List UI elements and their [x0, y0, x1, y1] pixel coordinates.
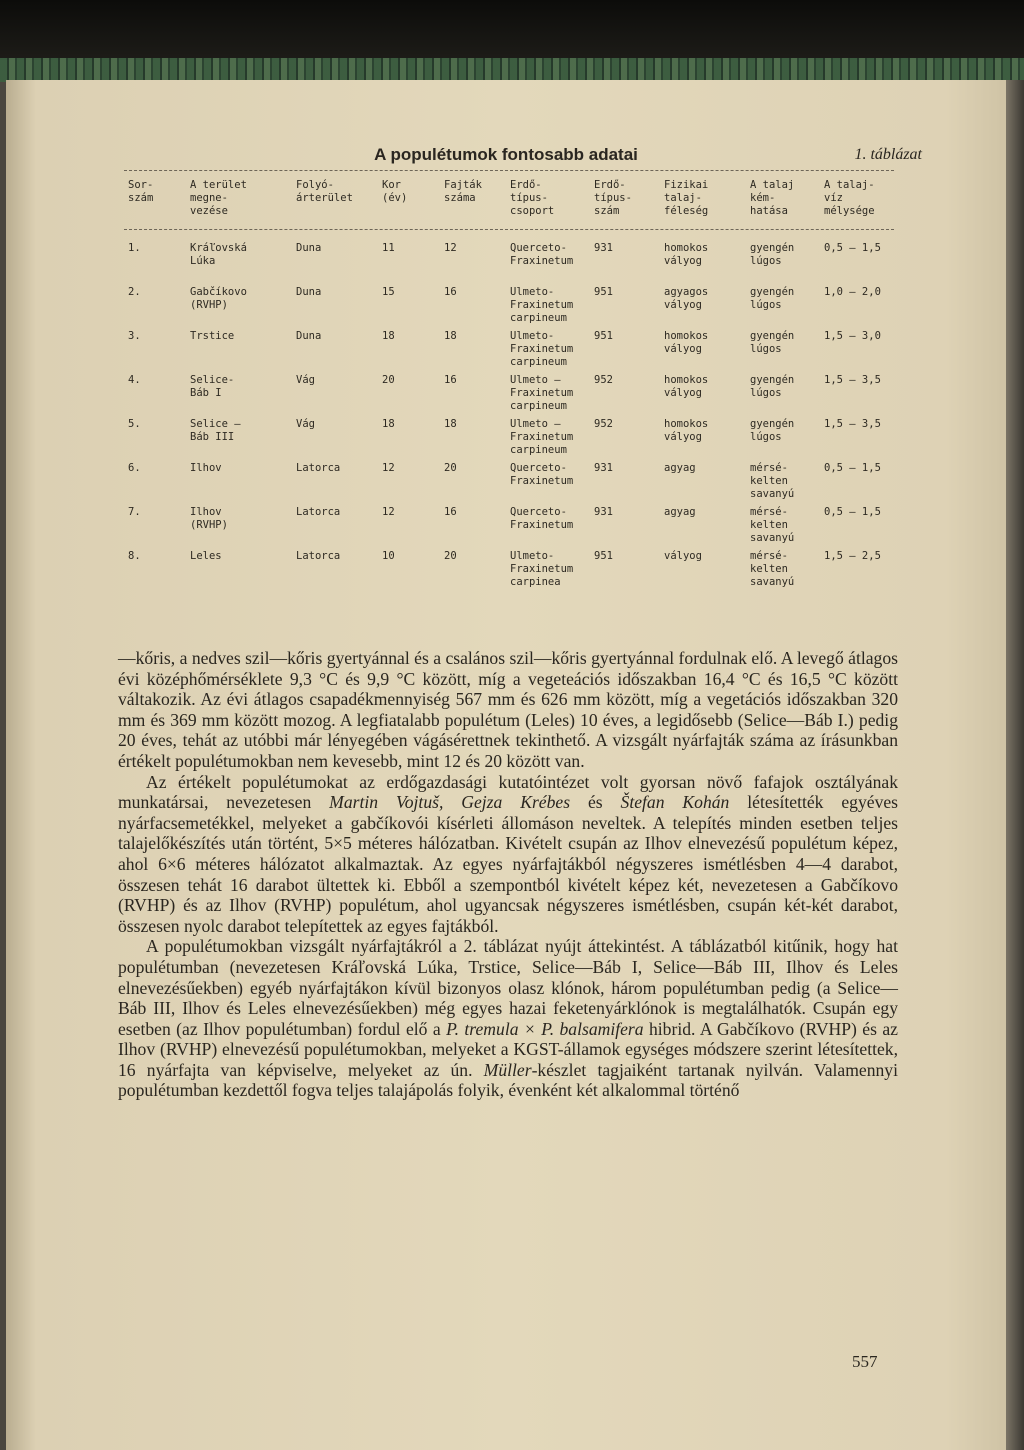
header-cell: Sor- szám — [128, 179, 154, 204]
table-cell: 1,0 – 2,0 — [824, 286, 881, 298]
table-cell: 11 — [382, 242, 395, 254]
paragraph: Az értékelt populétumokat az erdőgazdasági kutatóintézet volt gyorsan növő fafajok osztályának munkatársai, nevezetesen Martin Vojtuš, Gejza Krébes és Štefan Kohán létesítették egyéves nyárfacsemetékkel, melyeket a gabčíkovói kísérleti állomáson neveltek. A telepítés minden esetben teljes talajelőkészítés után történt, 5×5 méteres hálózatban. Kivételt csupán az Ilhov elnevezésű populétum képez, ahol 6×6 méteres hálózatot alkalmaztak. Az egyes nyárfajtákból négyszeres ismétlésben 4—4 darabot, összesen tehát 16 darabot ültettek ki. Ebből a szempontból kivételt képez két, nevezetesen a Gabčíkovo (RVHP) és az Ilhov (RVHP) populétum, ahol ugyancsak négyszeres ismétlésben, csupán két-két darabot, összesen nyolc darabot telepítettek az egyes fajtákból. — [118, 771, 899, 936]
table-cell: 1. — [128, 242, 141, 254]
table-cell: homokos vályog — [664, 330, 709, 355]
table-cell: Duna — [296, 330, 322, 342]
table-row — [124, 418, 894, 462]
table-cell: Leles — [190, 550, 222, 562]
table-cell: 16 — [444, 286, 457, 298]
table-cell: Ilhov — [190, 462, 222, 474]
table-row — [124, 374, 894, 418]
table-cell: 18 — [444, 330, 457, 342]
table-cell: Latorca — [296, 462, 341, 474]
table-cell: 12 — [444, 242, 457, 254]
table-cell: Ulmeto – Fraxinetum carpineum — [510, 418, 574, 456]
table-cell: 3. — [128, 330, 141, 342]
author-name: Štefan Kohán — [620, 792, 730, 813]
header-cell: Erdő- típus- szám — [594, 179, 632, 217]
header-cell: Kor (év) — [382, 179, 408, 204]
table-cell: mérsé- kelten savanyú — [750, 506, 795, 544]
table-cell: Ulmeto- Fraxinetum carpineum — [510, 330, 574, 368]
table-row — [124, 506, 894, 550]
paragraph: A populétumokban vizsgált nyárfajtákról a 2. táblázat nyújt áttekintést. A táblázatból kitűnik, hogy hat populétumban (nevezetesen Kráľovská Lúka, Trstice, Selice—Báb I, Selice—Báb III, Ilhov és Leles elnevezésűekben) egyéb nyárfajtákon kívül bizonyos olasz klónok, három populétumban pedig (a Selice—Báb III, Ilhov és Leles elnevezésűekben) még egyes hazai feketenyárklónok is megtalálhatók. Csupán egy esetben (az Ilhov populétumban) fordul elő a P. tremula × P. balsamifera hibrid. A Gabčíkovo (RVHP) és az Ilhov (RVHP) elnevezésű populétumokban, melyeket a KGST-államok egységes módszere szerint létesítettek, 16 nyárfajta van képviselve, melyeket az ún. Müller-készlet tagjaiként tartanak nyilván. Valamennyi populétumban kezdettől fogva teljes talajápolás folyik, évenként két alkalommal történő — [118, 936, 898, 1101]
table-cell: agyag — [664, 506, 696, 518]
table-cell: Vág — [296, 374, 315, 386]
table-cell: 1,5 – 2,5 — [824, 550, 881, 562]
page-number: 557 — [852, 1352, 878, 1371]
table-cell: Trstice — [190, 330, 235, 342]
table-cell: 5. — [128, 418, 141, 430]
table-cell: Duna — [296, 286, 322, 298]
table-cell: 952 — [594, 374, 613, 386]
table-cell: 951 — [594, 330, 613, 342]
table-cell: 2. — [128, 286, 141, 298]
table-cell: 16 — [444, 374, 457, 386]
table-cell: 952 — [594, 418, 613, 430]
table-cell: 20 — [444, 550, 457, 562]
table-cell: Querceto- Fraxinetum — [510, 242, 574, 267]
book-binding — [0, 58, 1024, 82]
table-cell: Gabčíkovo (RVHP) — [190, 286, 247, 311]
table-cell: agyag — [664, 462, 696, 474]
header-cell: Folyó- árterület — [296, 179, 353, 204]
table-cell: 6. — [128, 462, 141, 474]
background-top — [0, 0, 1024, 60]
table-cell: 931 — [594, 506, 613, 518]
table-cell: Ulmeto- Fraxinetum carpinea — [510, 550, 574, 588]
header-cell: A terület megne- vezése — [190, 179, 247, 217]
book-page — [6, 80, 1006, 1450]
table-cell: Querceto- Fraxinetum — [510, 462, 574, 487]
data-table — [124, 170, 894, 594]
table-cell: Ulmeto- Fraxinetum carpineum — [510, 286, 574, 324]
table-cell: Latorca — [296, 550, 341, 562]
table-cell: gyengén lúgos — [750, 330, 795, 355]
table-cell: Kráľovská Lúka — [190, 242, 247, 267]
table-cell: 16 — [444, 506, 457, 518]
table-row — [124, 462, 894, 506]
table-header-row — [124, 170, 894, 230]
table-cell: Querceto- Fraxinetum — [510, 506, 574, 531]
body-text — [118, 648, 898, 1101]
table-cell: mérsé- kelten savanyú — [750, 462, 795, 500]
table-cell: 1,5 – 3,5 — [824, 374, 881, 386]
table-row — [124, 330, 894, 374]
header-cell: Fizikai talaj- féleség — [664, 179, 709, 217]
table-cell: 1,5 – 3,5 — [824, 418, 881, 430]
table-cell: 20 — [444, 462, 457, 474]
table-cell: 20 — [382, 374, 395, 386]
table-cell: gyengén lúgos — [750, 286, 795, 311]
table-cell: 951 — [594, 550, 613, 562]
table-cell: homokos vályog — [664, 418, 709, 443]
table-cell: Ulmeto – Fraxinetum carpineum — [510, 374, 574, 412]
hybrid-name: P. tremula × P. balsamifera — [446, 1018, 644, 1039]
table-cell: Ilhov (RVHP) — [190, 506, 228, 531]
table-cell: 7. — [128, 506, 141, 518]
paragraph: —kőris, a nedves szil—kőris gyertyánnal és a csalános szil—kőris gyertyánnal fordulnak elő. A levegő átlagos évi középhőmérséklete 9,3 °C és 9,9 °C között, míg a vegeteációs időszakban 16,4 °C és 16,5 °C között váltakozik. Az évi átlagos csapadékmennyiség 567 mm és 626 mm között, míg a vegetációs időszakban 320 mm és 369 mm között mozog. A legfiatalabb populétum (Leles) 10 éves, a legidősebb (Selice—Báb I.) pedig 20 éves, tehát az utóbbi már lényegében vágásérettnek tekinthető. A vizsgált nyárfajták száma az írásunkban értékelt populétumokban nem kevesebb, mint 12 és 20 között van. — [118, 648, 898, 771]
table-cell: 0,5 – 1,5 — [824, 462, 881, 474]
header-cell: Erdő- típus- csoport — [510, 179, 555, 217]
table-cell: 0,5 – 1,5 — [824, 242, 881, 254]
table-cell: 18 — [444, 418, 457, 430]
table-cell: 0,5 – 1,5 — [824, 506, 881, 518]
table-cell: Selice- Báb I — [190, 374, 235, 399]
table-cell: homokos vályog — [664, 242, 709, 267]
table-label: 1. táblázat — [854, 146, 922, 163]
table-cell: 18 — [382, 418, 395, 430]
table-cell: 15 — [382, 286, 395, 298]
table-cell: gyengén lúgos — [750, 374, 795, 399]
table-cell: Latorca — [296, 506, 341, 518]
table-cell: 1,5 – 3,0 — [824, 330, 881, 342]
table-cell: gyengén lúgos — [750, 418, 795, 443]
table-cell: 12 — [382, 506, 395, 518]
table-cell: 10 — [382, 550, 395, 562]
header-cell: Fajták száma — [444, 179, 482, 204]
table-cell: Duna — [296, 242, 322, 254]
table-cell: 12 — [382, 462, 395, 474]
table-cell: homokos vályog — [664, 374, 709, 399]
table-row — [124, 550, 894, 594]
table-cell: 8. — [128, 550, 141, 562]
muller-name: Müller — [483, 1059, 532, 1080]
table-row — [124, 242, 894, 286]
table-cell: Selice – Báb III — [190, 418, 241, 443]
table-cell: mérsé- kelten savanyú — [750, 550, 795, 588]
table-cell: 931 — [594, 462, 613, 474]
header-cell: A talaj- víz mélysége — [824, 179, 875, 217]
table-cell: 18 — [382, 330, 395, 342]
author-names: Martin Vojtuš, Gejza Krébes — [329, 792, 571, 813]
table-cell: agyagos vályog — [664, 286, 709, 311]
table-cell: 931 — [594, 242, 613, 254]
table-title: A populétumok fontosabb adatai — [374, 145, 638, 164]
page-edge — [1006, 80, 1024, 1450]
table-cell: 951 — [594, 286, 613, 298]
table-cell: Vág — [296, 418, 315, 430]
table-cell: gyengén lúgos — [750, 242, 795, 267]
table-cell: 4. — [128, 374, 141, 386]
table-cell: vályog — [664, 550, 702, 562]
header-cell: A talaj kém- hatása — [750, 179, 795, 217]
table-row — [124, 286, 894, 330]
